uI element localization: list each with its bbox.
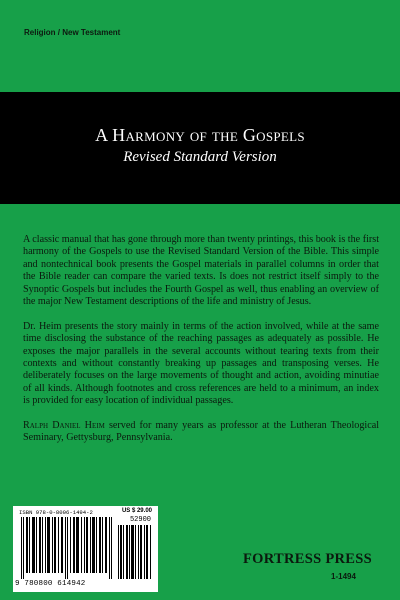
price-text: US $ 29.00 (121, 508, 152, 514)
book-title: A Harmony of the Gospels (95, 125, 305, 145)
author-bio-text: served for many years as professor at the Lutheran Theological Seminary, Gettysburg, Pennsylvania. (23, 420, 380, 444)
title-band (0, 92, 400, 204)
description-paragraph-2: Dr. Heim presents the story mainly in terms of the action involved, while at the same time disclosing the substance of the reaching passages as adequately as possible. He exposes the major parallels in the several accounts without tearing texts from their contexts and without constantly breaking up passages and transposing verses. He deliberately focuses on the large movements of thought and action, avoiding minutiae of all kinds. Although footnotes and cross references are held to a minimum, an index is provided for easy location of individual passages. (23, 320, 379, 407)
publisher-name: FORTRESS PRESS (243, 551, 372, 567)
author-bio (23, 420, 379, 445)
author-name: Ralph Daniel Heim (23, 420, 105, 432)
book-subtitle: Revised Standard Version (123, 149, 277, 165)
description-text (23, 234, 379, 457)
price-code-text: 52900 (129, 516, 151, 524)
ean-barcode (21, 517, 113, 579)
barcode-digits: 9 780800 614942 (15, 580, 86, 588)
price-barcode (118, 525, 152, 579)
catalog-code: 1-1494 (331, 572, 356, 581)
barcode-panel (13, 506, 158, 592)
category-label: Religion / New Testament (24, 28, 121, 37)
description-paragraph-1: A classic manual that has gone through more than twenty printings, this book is the first harmony of the Gospels to use the Revised Standard Version of the Bible. This simple and nontechnical book presents the Gospel materials in parallel columns in order that the Bible reader can compare the varied texts. Is does not restrict itself simply to the Synoptic Gospels but includes the Fourth Gospel as well, thus enabling an overview of the major New Testament descriptions of the life and ministry of Jesus. (23, 234, 380, 308)
isbn-text: ISBN 978-0-8006-1494-2 (19, 509, 93, 516)
